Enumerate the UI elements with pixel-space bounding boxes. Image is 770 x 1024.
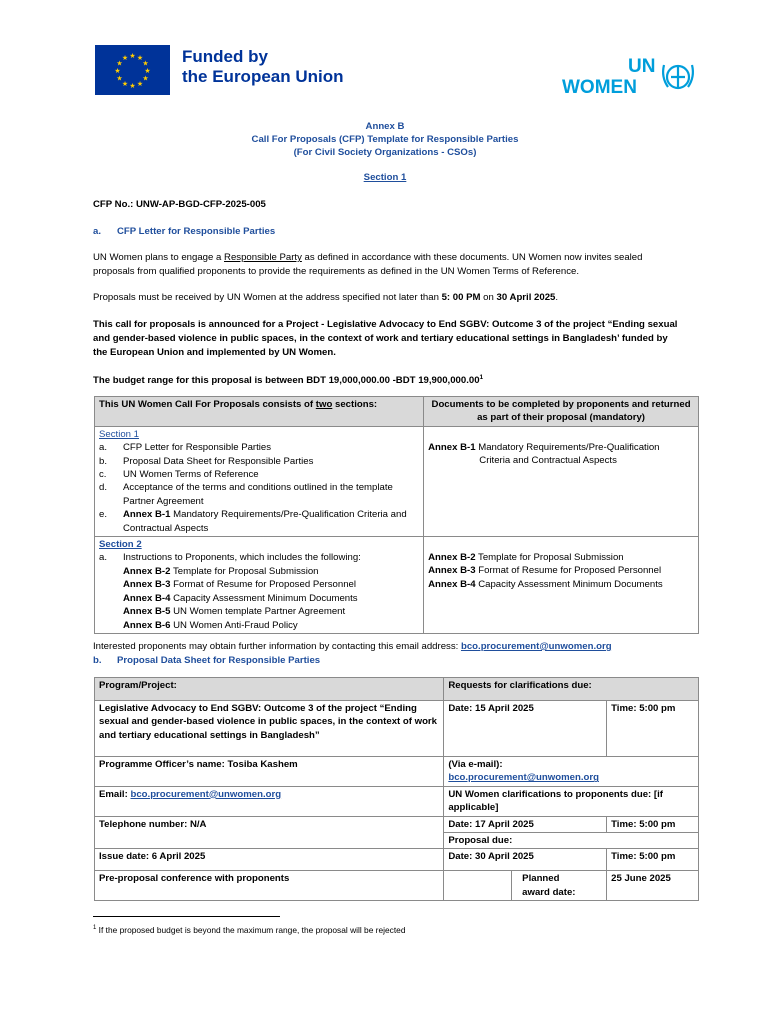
clarification-time: Time: 5:00 pm: [607, 701, 699, 757]
svg-text:★: ★: [129, 82, 136, 90]
section-2-annex-list: [99, 565, 419, 632]
award-date: 25 June 2025: [607, 871, 699, 901]
deadline-time: 5: 00 PM: [441, 292, 481, 303]
project-announcement: This call for proposals is announced for a Project - Legislative Advocacy to End SGBV: Outcome 3 of the project “Ending sexual and gender-based violence in public spaces, in the context of work and tertiary educational settings in Bangladesh’ funded by the European Union and implemented by UN Women.: [93, 319, 678, 358]
item-label: Mandatory Requirements/Pre-Qualification Criteria and Contractual Aspects: [123, 509, 407, 534]
empty-cell: [444, 871, 512, 901]
response-date: Date: 17 April 2025: [444, 816, 607, 832]
sections-header-two: two: [315, 399, 333, 410]
contact-text: Interested proponents may obtain further information by contacting this email address:: [93, 641, 461, 652]
annex-text: Template for Proposal Submission: [170, 565, 319, 577]
section-2-cell: [95, 537, 424, 634]
annex-label: Annex B-2: [428, 552, 476, 564]
clarification-response-label: UN Women clarifications to proponents due: [if applicable]: [444, 786, 699, 816]
proposal-data-sheet-table: [94, 677, 699, 901]
documents-header-right: Documents to be completed by proponents and returned as part of their proposal (mandatory): [424, 397, 699, 427]
footnote-text: If the proposed budget is beyond the maximum range, the proposal will be rejected: [96, 925, 406, 935]
planned-award-label: [512, 871, 607, 901]
section-1-list: [99, 441, 419, 535]
svg-text:★: ★: [144, 67, 151, 75]
cfp-number: CFP No.: UNW-AP-BGD-CFP-2025-005: [93, 199, 266, 210]
planned-award-text: Planned award date:: [522, 873, 576, 898]
svg-text:★: ★: [121, 80, 129, 88]
item-label: Acceptance of the terms and conditions outlined in the template Partner Agreement: [123, 482, 393, 507]
section-2-required-cell: [424, 537, 699, 634]
eu-funded-text: [182, 47, 344, 87]
annex-label: Annex B: [365, 121, 405, 132]
svg-text:★: ★: [142, 74, 149, 83]
officer-email-link[interactable]: bco.procurement@unwomen.org: [130, 788, 282, 800]
section-b-num: b.: [93, 655, 102, 666]
annex-label: Annex B-5: [123, 606, 171, 618]
section-1-item: [99, 455, 419, 468]
annex-label: Annex B-6: [123, 619, 171, 631]
document-title: Call For Proposals (CFP) Template for Responsible Parties: [251, 134, 519, 145]
item-num: b.: [99, 455, 108, 467]
svg-text:★: ★: [129, 52, 136, 60]
sections-header-post: sections:: [332, 399, 378, 410]
un-emblem-icon: [663, 65, 693, 88]
section-2-intro-num: a.: [99, 552, 108, 564]
proposal-due-label: Proposal due:: [444, 833, 699, 849]
programme-officer: Programme Officer’s name: Tosiba Kashem: [95, 757, 444, 787]
item-bold: Annex B-1: [123, 509, 171, 521]
item-label: Proposal Data Sheet for Responsible Parties: [123, 455, 314, 467]
section-1-heading: Section 1: [363, 172, 407, 183]
contact-email-link[interactable]: bco.procurement@unwomen.org: [460, 641, 612, 652]
clarification-email-link[interactable]: bco.procurement@unwomen.org: [448, 772, 599, 784]
eu-stars-icon: [95, 45, 170, 95]
annex-text: UN Women template Partner Agreement: [170, 606, 346, 618]
section-2-annex-item: [123, 578, 419, 591]
intro-paragraph-1: [93, 251, 683, 279]
eu-flag-logo: [95, 45, 170, 95]
annex-label: Annex B-3: [123, 579, 171, 591]
un-women-logo-women: WOMEN: [562, 77, 637, 95]
section-a-title: CFP Letter for Responsible Parties: [117, 226, 276, 237]
intro-p2-pre: Proposals must be received by UN Women at the address specified not later than: [93, 292, 442, 303]
intro-p1-pre: UN Women plans to engage a: [93, 252, 225, 263]
section-a-heading: [93, 225, 683, 239]
section-1-required-cell: [424, 426, 699, 536]
eu-line-2: the European Union: [182, 67, 344, 86]
item-num: e.: [99, 509, 108, 521]
section-2-required-item: [428, 551, 694, 564]
section-1-item: [99, 508, 419, 535]
annex-text: Template for Proposal Submission: [475, 552, 624, 564]
annex-text: UN Women Anti-Fraud Policy: [170, 619, 298, 631]
annex-b1-label: Annex B-1: [428, 441, 476, 453]
un-women-logo: [560, 55, 700, 95]
footnote: [93, 925, 405, 935]
footnote-num: 1: [93, 925, 97, 932]
section-2-required-item: [428, 564, 694, 577]
item-text: [123, 481, 419, 508]
deadline-date: 30 April 2025: [496, 292, 556, 303]
section-2-required-list: [428, 538, 694, 591]
svg-text:★: ★: [136, 80, 144, 88]
section-1-title: Section 1: [99, 428, 140, 440]
annex-b1-text: Mandatory Requirements/Pre-Qualification: [475, 441, 660, 453]
svg-text:★: ★: [121, 54, 129, 62]
clarifications-header: Requests for clarifications due:: [444, 678, 699, 701]
section-2-intro: [99, 551, 419, 564]
budget-range-text: The budget range for this proposal is between BDT 19,000,000.00 -BDT 19,900,000.00: [93, 375, 480, 387]
item-text: [123, 441, 419, 454]
project-description: Legislative Advocacy to End SGBV: Outcome 3 of the project “Ending sexual and gender-based violence in public spaces, in the context of work and tertiary educational settings in Bangladesh”: [95, 701, 444, 757]
svg-text:★: ★: [136, 54, 144, 62]
document-subtitle: (For Civil Society Organizations - CSOs): [293, 147, 477, 158]
section-2-annex-item: [123, 565, 419, 578]
item-num: d.: [99, 482, 108, 494]
item-num: a.: [99, 442, 108, 454]
email-cell: [95, 786, 444, 816]
section-2-required-item: [428, 578, 694, 591]
section-1-cell: [95, 426, 424, 536]
sections-header-pre: This UN Women Call For Proposals consists of: [99, 399, 316, 410]
budget-range: [93, 371, 683, 388]
annex-label: Annex B-3: [428, 565, 476, 577]
annex-text: Format of Resume for Proposed Personnel: [170, 579, 357, 591]
section-1-item: [99, 441, 419, 454]
annex-text: Capacity Assessment Minimum Documents: [170, 592, 358, 604]
item-text: [123, 455, 419, 468]
preproposal-conference: Pre-proposal conference with proponents: [95, 871, 444, 901]
un-women-logo-un: UN: [628, 56, 656, 77]
svg-text:★: ★: [114, 67, 121, 75]
section-2-annex-item: [123, 605, 419, 618]
footnote-divider: [93, 916, 280, 917]
section-a-num: a.: [93, 226, 102, 237]
via-email-label: (Via e-mail):: [448, 759, 503, 770]
contact-line: [93, 640, 683, 654]
cfp-sections-table: [94, 396, 699, 634]
item-label: UN Women Terms of Reference: [123, 469, 259, 481]
section-2-title: Section 2: [99, 539, 142, 551]
telephone-number: Telephone number: N/A: [95, 816, 444, 849]
section-b-title: Proposal Data Sheet for Responsible Parties: [117, 655, 321, 666]
section-b-heading: [93, 654, 683, 668]
item-label: CFP Letter for Responsible Parties: [123, 442, 272, 454]
section-1-item: [99, 481, 419, 508]
intro-p1-post: as defined in accordance with these documents. UN Women now invites sealed proposals from qualified proponents to provide the requirements as defined in the UN Women Terms of Reference.: [93, 252, 643, 277]
due-time: Time: 5:00 pm: [607, 849, 699, 871]
eu-line-1: Funded by: [182, 47, 268, 66]
email-label: Email:: [99, 788, 131, 800]
item-num: c.: [99, 469, 107, 481]
section-1-item: [99, 468, 419, 481]
intro-paragraph-2: [93, 291, 683, 305]
clarification-date: Date: 15 April 2025: [444, 701, 607, 757]
svg-text:★: ★: [116, 74, 123, 83]
sections-header-left: [95, 397, 424, 427]
clarification-via-email: [444, 757, 699, 787]
item-text: [123, 508, 419, 535]
section-2-annex-item: [123, 592, 419, 605]
section-2-annex-item: [123, 619, 419, 632]
annex-label: Annex B-4: [428, 578, 476, 590]
item-text: [123, 468, 419, 481]
footnote-ref: 1: [479, 374, 484, 381]
response-time: Time: 5:00 pm: [607, 816, 699, 832]
section-2-intro-text: Instructions to Proponents, which includes the following:: [123, 552, 361, 564]
due-date: Date: 30 April 2025: [444, 849, 607, 871]
program-project-header: Program/Project:: [95, 678, 444, 701]
svg-text:★: ★: [116, 59, 123, 68]
annex-label: Annex B-4: [123, 592, 171, 604]
issue-date: Issue date: 6 April 2025: [95, 849, 444, 871]
responsible-party-link: Responsible Party: [224, 252, 302, 263]
svg-text:★: ★: [142, 59, 149, 68]
annex-text: Format of Resume for Proposed Personnel: [475, 565, 662, 577]
intro-p2-end: .: [555, 292, 559, 303]
annex-text: Capacity Assessment Minimum Documents: [475, 578, 663, 590]
intro-p2-mid: on: [480, 292, 497, 303]
annex-b1-text-2: Criteria and Contractual Aspects: [479, 455, 617, 467]
annex-label: Annex B-2: [123, 565, 171, 577]
